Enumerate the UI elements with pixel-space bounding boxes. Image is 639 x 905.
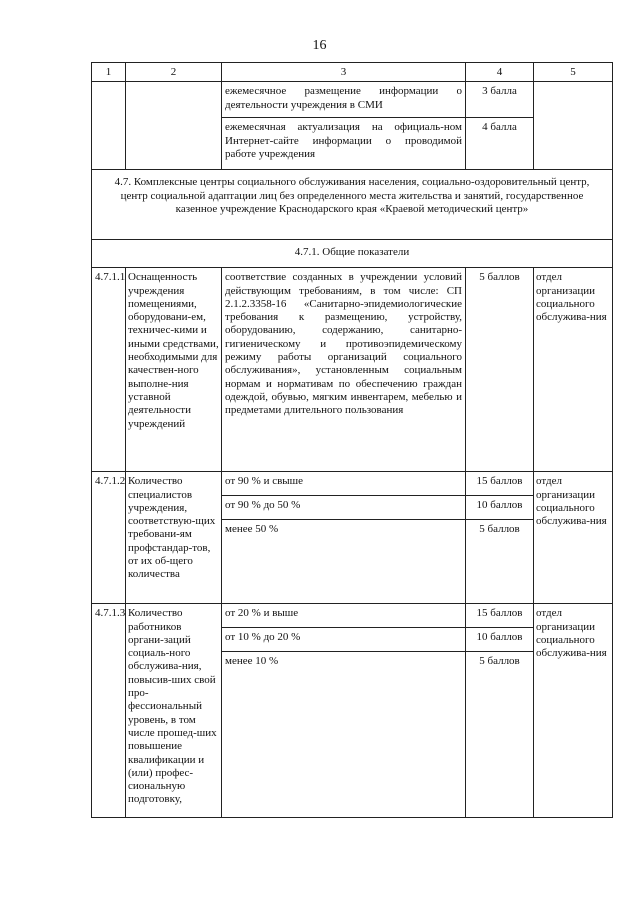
points-cell: 3 балла <box>466 82 534 118</box>
points-cell: 15 баллов <box>466 472 534 496</box>
responsible-cell: отдел организации социального обслужива-ния <box>534 472 613 604</box>
section-title-row <box>92 170 613 240</box>
table-row <box>92 472 613 496</box>
table-row <box>92 604 613 628</box>
points-cell: 5 баллов <box>466 520 534 604</box>
criterion-cell: от 90 % и свыше <box>222 472 466 496</box>
indicator-cell: Количество специалистов учреждения, соответствую-щих требовани-ям профстандар-тов, от их об-щего количества <box>126 472 222 604</box>
criterion-cell: менее 50 % <box>222 520 466 604</box>
points-cell: 5 баллов <box>466 268 534 472</box>
points-cell: 4 балла <box>466 118 534 170</box>
criteria-table <box>91 62 613 818</box>
points-cell: 10 баллов <box>466 628 534 652</box>
points-cell: 5 баллов <box>466 652 534 818</box>
item-number: 4.7.1.3 <box>92 604 126 818</box>
criterion-cell: от 90 % до 50 % <box>222 496 466 520</box>
criterion-cell: ежемесячная актуализация на официаль-ном Интернет-сайте информации о проводимой работе учреждения <box>222 118 466 170</box>
table-row <box>92 268 613 472</box>
points-cell: 15 баллов <box>466 604 534 628</box>
header-cell: 1 <box>92 63 126 82</box>
subsection-title-row <box>92 240 613 268</box>
points-cell: 10 баллов <box>466 496 534 520</box>
indicator-cell <box>126 82 222 170</box>
criterion-cell: от 20 % и выше <box>222 604 466 628</box>
indicator-cell: Оснащенность учреждения помещениями, оборудовани-ем, техничес-кими и иными средствами, необходимыми для качествен-ного выполне-ния уставной деятельности учреждений <box>126 268 222 472</box>
subsection-title: 4.7.1. Общие показатели <box>92 240 613 268</box>
header-cell: 5 <box>534 63 613 82</box>
responsible-cell <box>534 82 613 170</box>
item-number: 4.7.1.2 <box>92 472 126 604</box>
criterion-cell: менее 10 % <box>222 652 466 818</box>
criterion-cell: соответствие созданных в учреждении условий действующим требованиям, в том числе: СП 2.1.2.3358-16 «Санитарно-эпидемиологические требования к размещению, устройству, оборудованию, содержанию, санитарно-гигиеническому и противоэпидемическому режиму работы организаций социального обслуживания», установленным социальным нормам и нормативам по обеспечению граждан одеждой, обувью, мягким инвентарем, мебелью и предметами длительного пользования <box>222 268 466 472</box>
header-cell: 4 <box>466 63 534 82</box>
table-row <box>92 82 613 118</box>
criterion-cell: от 10 % до 20 % <box>222 628 466 652</box>
page-number: 16 <box>312 38 327 53</box>
table-header-row <box>92 63 613 82</box>
responsible-cell: отдел организации социального обслужива-ния <box>534 268 613 472</box>
header-cell: 2 <box>126 63 222 82</box>
indicator-cell: Количество работников органи-заций социаль-ного обслужива-ния, повысив-ших свой про-фессиональный уровень, в том числе прошед-ших повышение квалификации и (или) профес-сиональную подготовку, <box>126 604 222 818</box>
number-cell <box>92 82 126 170</box>
header-cell: 3 <box>222 63 466 82</box>
responsible-cell: отдел организации социального обслужива-ния <box>534 604 613 818</box>
criterion-cell: ежемесячное размещение информации о деятельности учреждения в СМИ <box>222 82 466 118</box>
item-number: 4.7.1.1 <box>92 268 126 472</box>
section-title: 4.7. Комплексные центры социального обслуживания населения, социально-оздоровительный центр, центр социальной адаптации лиц без определенного места жительства и занятий, государственное казенное учреждение Краснодарского края «Краевой методический центр» <box>92 170 613 240</box>
